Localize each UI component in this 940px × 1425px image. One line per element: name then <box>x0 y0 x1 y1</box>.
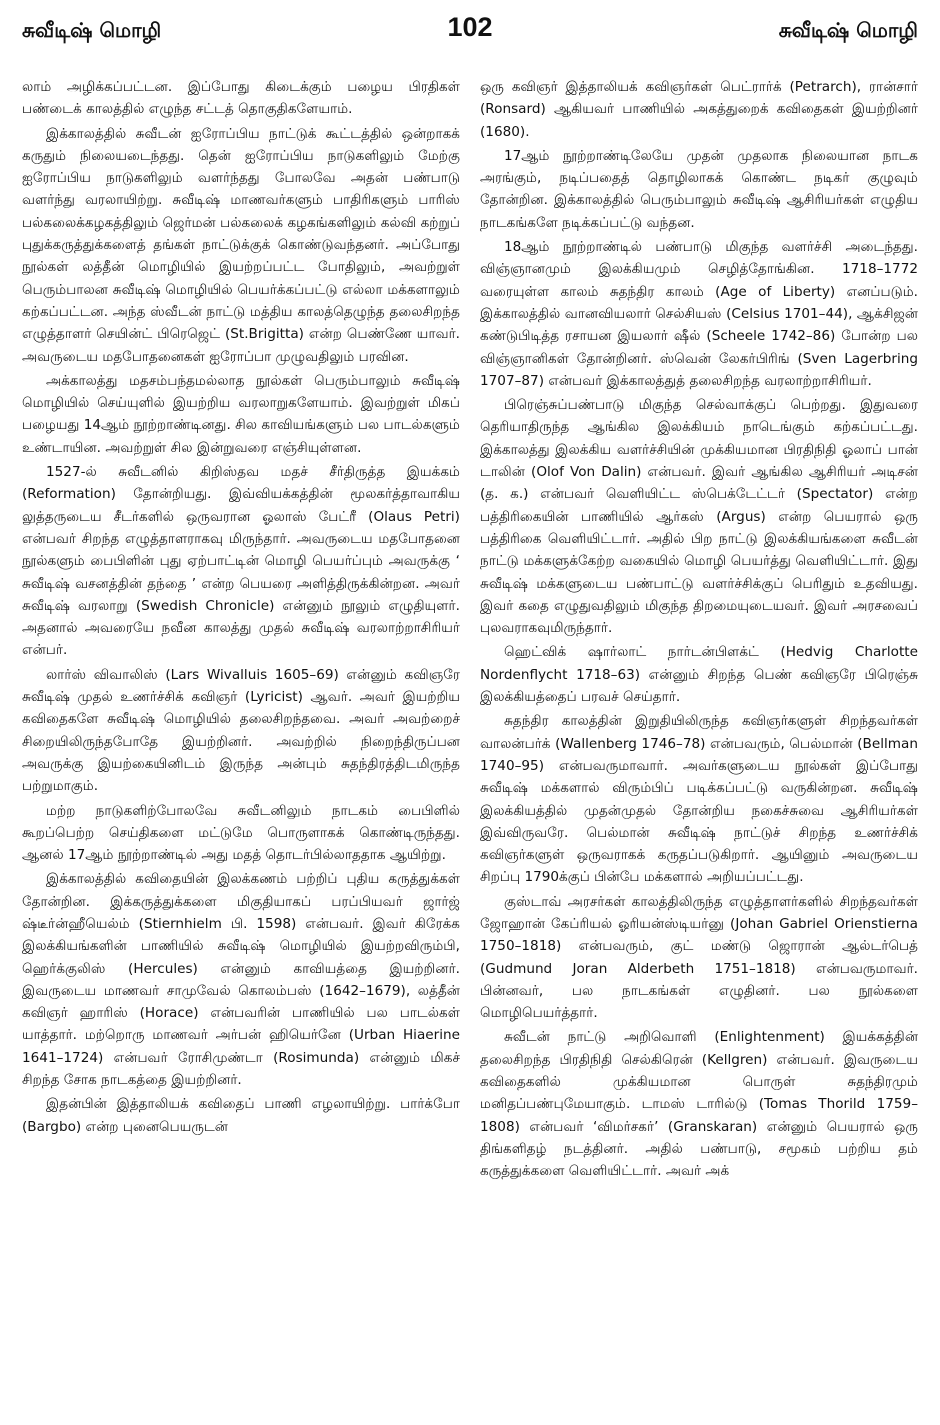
paragraph: இக்காலத்தில் கவிதையின் இலக்கணம் பற்றிப் புதிய கருத்துக்கள் தோன்றின. இக்கருத்துக்களை மிகுதியாகப் பரப்பியவர் ஜார்ஜ் ஷ்டீர்ன்ஹீயெல்ம் (Stiernhielm பி. 1598) என்பவர். இவர் கிரேக்க இலக்கியங்களின் பாணியில் சுவீடிஷ் மொழியில் இயற்றவிரும்பி, ஹெர்க்குலிஸ் (Hercules) என்னும் காவியத்தை இயற்றினர். இவருடைய மாணவர் சாமுவேல் கொலம்பஸ் (1642–1679), லத்தீன் கவிஞர் ஹாரிஸ் (Horace) என்பவரின் பாணியில் பல பாடல்கள் யாத்தார். மற்றொரு மாணவர் அர்பன் ஹியெர்னே (Urban Hiaerine 1641–1724) என்பவர் ரோசிமுண்டா (Rosimunda) என்னும் மிகச் சிறந்த சோக நாடகத்தை இயற்றினர். <box>22 871 460 1089</box>
paragraph: சுவீடன் நாட்டு அறிவொளி (Enlightenment) இயக்கத்தின் தலைசிறந்த பிரதிநிதி செல்கிரென் (Kellgren) என்பவர். இவருடைய கவிதைகளில் முக்கியமான பொருள் சுதந்திரமும் மனிதப்பண்புமேயாகும். டாமஸ் டாரில்டு (Tomas Thorild 1759–1808) என்பவர் ‘விமர்சகர்’ (Granskaran) என்னும் பெயரால் ஒரு திங்களிதழ் நடத்தினர். அதில் பண்பாடு, சமூகம் பற்றிய தம் கருத்துக்களை வெளியிட்டார். அவர் அக் <box>480 1029 918 1180</box>
running-head-left: சுவீடிஷ் மொழி <box>22 18 162 42</box>
paragraph: 1527-ல் சுவீடனில் கிறிஸ்தவ மதச் சீர்திருத்த இயக்கம் (Reformation) தோன்றியது. இவ்வியக்கத்தின் மூலகர்த்தாவாகிய லுத்தருடைய சீடர்களில் ஒருவரான ஓலாஸ் பேட்ரீ (Olaus Petri) என்பவர் சிறந்த எழுத்தாளராகவு மிருந்தார். அவருடைய மதபோதனை நூல்களும் பைபிளின் புது ஏற்பாட்டின் மொழி பெயர்ப்பும் அவருக்கு ‘ சுவீடிஷ் வசனத்தின் தந்தை ’ என்ற பெயரை அளித்திருக்கின்றன. அவர் சுவீடிஷ் வரலாறு (Swedish Chronicle) என்னும் நூலும் எழுதியுளர். அதனால் அவரையே நவீன காலத்து முதல் சுவீடிஷ் வரலாற்றாசிரியர் என்பர். <box>22 464 460 659</box>
paragraph: மற்ற நாடுகளிற்போலவே சுவீடனிலும் நாடகம் பைபிளில் கூறப்பெற்ற செய்திகளை மட்டுமே பொருளாகக் கொண்டிருந்தது. ஆனல் 17ஆம் நூற்றாண்டில் அது மதத் தொடர்பில்லாததாக ஆயிற்று. <box>22 802 460 864</box>
page-number: 102 <box>447 12 493 42</box>
page-header <box>22 10 918 50</box>
paragraph: ஒரு கவிஞர் இத்தாலியக் கவிஞர்கள் பெட்ரார்க் (Petrarch), ரான்சார் (Ronsard) ஆகியவர் பாணியில் அகத்துறைக் கவிதைகள் இயற்றினர் (1680). <box>480 79 918 140</box>
paragraph: இக்காலத்தில் சுவீடன் ஐரோப்பிய நாட்டுக் கூட்டத்தில் ஒன்றாகக் கருதும் நிலையடைந்தது. தென் ஐரோப்பிய நாடுகளிலும் மேற்கு ஐரோப்பிய நாடுகளிலும் வளர்ந்தது போலவே அதன் பண்பாடு வளர்ந்து வரலாயிற்று. சுவீடிஷ் மாணவர்களும் பாதிரிகளும் பாரிஸ் பல்கலைக்கழகத்திலும் ஜெர்மன் பல்கலைக் கழகங்களிலும் கல்வி கற்றுப் புதுக்கருத்துக்களைத் தங்கள் நாட்டுக்குக் கொண்டுவந்தனர். அப்போது நூல்கள் லத்தீன் மொழியில் இயற்றப்பட்ட போதிலும், அவற்றுள் பெரும்பாலன சுவீடிஷ் மொழியில் பெயர்க்கப்பட்டு எல்லா மக்களாலும் கற்கப்பட்டன. அந்த ஸ்வீடன் நாட்டு மத்திய காலத்தெழுந்த தலைசிறந்த எழுத்தாளர் செயின்ட் பிரெஜெட் (St.Brigitta) என்ற பெண்ணே யாவர். அவருடைய மதபோதனைகள் ஐரோப்பா முழுவதிலும் பரவின. <box>22 125 460 365</box>
paragraph: லார்ஸ் விவாலிஸ் (Lars Wivalluis 1605–69) என்னும் கவிஞரே சுவீடிஷ் முதல் உணர்ச்சிக் கவிஞர் (Lyricist) ஆவர். அவர் இயற்றிய கவிதைகளே சுவீடிஷ் மொழியில் தலைசிறந்தவை. அவர் அவற்றைச் சிறையிலிருந்தபோதே இயற்றினர். அவற்றில் நிறைந்திருப்பன அவருக்கு இயற்கையினிடம் இருந்த அன்பும் சுதந்திரத்திடமிருந்த பற்றுமாகும். <box>22 666 460 795</box>
left-column <box>22 76 460 1401</box>
running-head-right: சுவீடிஷ் மொழி <box>778 18 918 42</box>
paragraph: லாம் அழிக்கப்பட்டன. இப்போது கிடைக்கும் பழைய பிரதிகள் பண்டைக் காலத்தில் எழுந்த சட்டத் தொகுதிகளேயாம். <box>22 79 460 118</box>
paragraph: 18ஆம் நூற்றாண்டில் பண்பாடு மிகுந்த வளர்ச்சி அடைந்தது. விஞ்ஞானமும் இலக்கியமும் செழித்தோங்கின. 1718–1772 வரையுள்ள காலம் சுதந்திர காலம் (Age of Liberty) எனப்படும். இக்காலத்தில் வானவியலார் செல்சியஸ் (Celsius 1701–44), ஆக்சிஜன் கண்டுபிடித்த ரசாயன இயலார் ஷீல் (Scheele 1742–86) போன்ற பல விஞ்ஞானிகள் தோன்றினர். ஸ்வென் லேகர்பிரிங் (Sven Lagerbring 1707–87) என்பவர் இக்காலத்துத் தலைசிறந்த வரலாற்றாசிரியர். <box>480 239 918 389</box>
paragraph: அக்காலத்து மதசம்பந்தமல்லாத நூல்கள் பெரும்பாலும் சுவீடிஷ் மொழியில் செய்யுளில் இயற்றிய வரலாறுகளேயாம். இவற்றுள் மிகப் பழையது 14ஆம் நூற்றாண்டினது. சில காவியங்களும் பல பாடல்களும் உண்டாயின. அவற்றுள் சில இன்றுவரை எஞ்சியுள்ளன. <box>22 372 460 456</box>
paragraph: குஸ்டாவ் அரசர்கள் காலத்திலிருந்த எழுத்தாளர்களில் சிறந்தவர்கள் ஜோஹான் கேப்ரியல் ஓரியன்ஸ்டியர்னு (Johan Gabriel Orienstierna 1750–1818) என்பவரும், குட் மண்டு ஜொரான் ஆல்டர்பெத் (Gudmund Joran Alderbeth 1751–1818) என்பவருமாவர். பின்னவர், பல நாடகங்கள் எழுதினர். பல நூல்களை மொழிபெயர்த்தார். <box>480 893 918 1022</box>
paragraph: சுதந்திர காலத்தின் இறுதியிலிருந்த கவிஞர்களுள் சிறந்தவர்கள் வாலன்பர்க் (Wallenberg 1746–78) என்பவரும், பெல்மான் (Bellman 1740–95) என்பவருமாவார். அவர்களுடைய நூல்கள் இப்போது சுவீடிஷ் மக்களால் விரும்பிப் படிக்கப்பட்டு வருகின்றன. சுவீடிஷ் இலக்கியத்தில் முதன்முதல் தோன்றிய நகைச்சுவை ஆசிரியர்கள் இவ்விருவரே. பெல்மான் சுவீடிஷ் நாட்டுச் சிறந்த உணர்ச்சிக் கவிஞர்களுள் ஒருவராகக் கருதப்படுகிறார். ஆயினும் அவருடைய சிறப்பு 1790க்குப் பின்பே மக்களால் அறியப்பட்டது. <box>480 713 918 886</box>
paragraph: 17ஆம் நூற்றாண்டிலேயே முதன் முதலாக நிலையான நாடக அரங்கும், நடிப்பதைத் தொழிலாகக் கொண்ட நடிகர் குழுவும் தோன்றின. இக்காலத்தில் பெரும்பாலும் சுவீடிஷ் ஆசிரியர்கள் எழுதிய நாடகங்களே நடிக்கப்பட்டு வந்தன. <box>480 147 918 231</box>
paragraph: இதன்பின் இத்தாலியக் கவிதைப் பாணி எழலாயிற்று. பார்க்போ (Bargbo) என்ற புனைபெயருடன் <box>22 1096 460 1135</box>
paragraph: பிரெஞ்சுப்பண்பாடு மிகுந்த செல்வாக்குப் பெற்றது. இதுவரை தெரியாதிருந்த ஆங்கில இலக்கியம் நாடெங்கும் கற்கப்பட்டது. இக்காலத்து இலக்கிய வளர்ச்சியின் முக்கியமான பிரதிநிதி ஓலாப் பான் டாலின் (Olof Von Dalin) என்பவர். இவர் ஆங்கில ஆசிரியர் அடிசன் (த. க.) என்பவர் வெளியிட்ட ஸ்பெக்டேட்டர் (Spectator) என்ற பத்திரிகையின் பாணியில் ஆர்கஸ் (Argus) என்ற பெயரால் ஒரு பத்திரிகை வெளியிட்டார். அதில் பிற நாட்டு இலக்கியங்களை சுவீடன் நாட்டு மக்களுக்கேற்ற வகையில் மொழி பெயர்த்து வெளியிட்டார். இது சுவீடிஷ் மக்களுடைய பண்பாட்டு வளர்ச்சிக்குப் பெரிதும் உதவியது. இவர் கதை எழுதுவதிலும் மிகுந்த திறமையுடையவர். இவர் அரசவைப் புலவராகவுமிருந்தார். <box>480 397 918 637</box>
paragraph: ஹெட்விக் ஷார்லாட் நார்டன்பிளக்ட் (Hedvig Charlotte Nordenflycht 1718–63) என்னும் சிறந்த பெண் கவிஞரே பிரெஞ்சு இலக்கியத்தைப் பரவச் செய்தார். <box>480 644 918 706</box>
right-column <box>480 76 918 1401</box>
